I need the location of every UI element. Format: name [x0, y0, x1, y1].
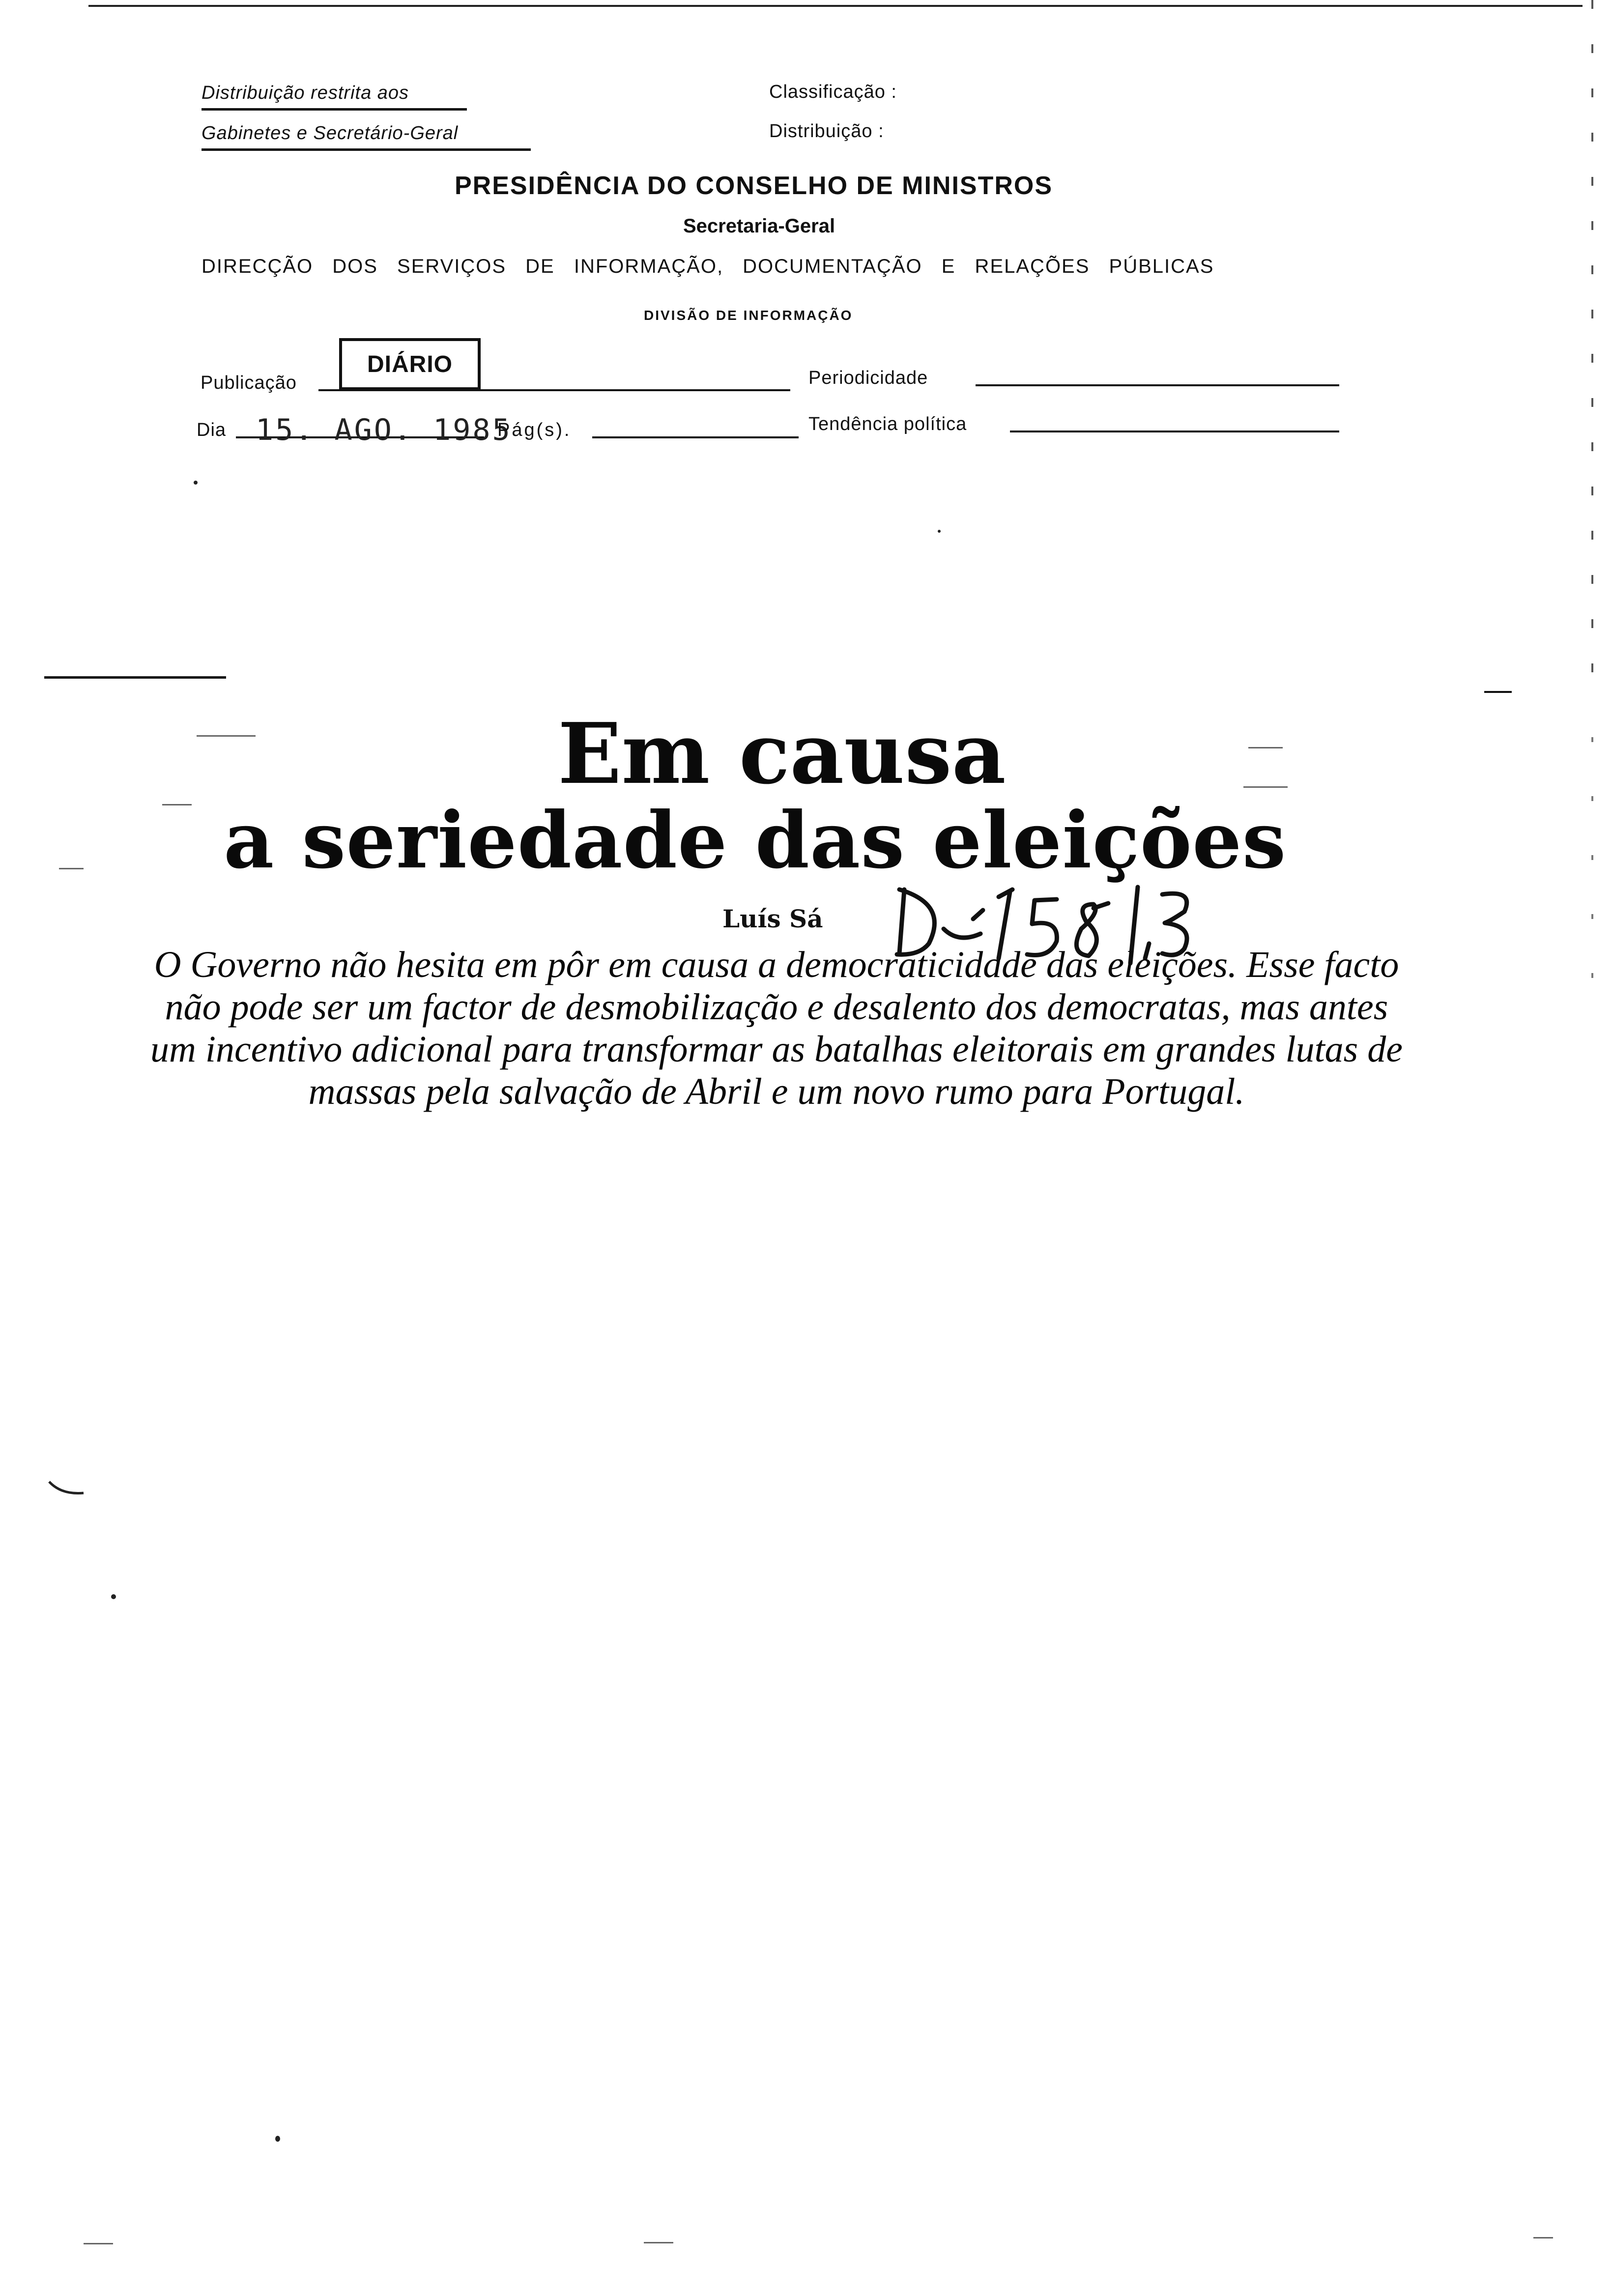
scan-noise-dash [1533, 2237, 1553, 2239]
lead-paragraph [74, 944, 1479, 1113]
clipping-edge-rule [44, 676, 226, 679]
day-date-stamp: 15. AGO. 1985 [256, 413, 512, 447]
scan-noise-dash [59, 868, 84, 869]
scan-speck [194, 481, 198, 485]
political-tendency-label: Tendência política [808, 414, 967, 434]
scan-right-edge-lower [1591, 737, 1593, 983]
scan-noise-dash [644, 2242, 673, 2243]
pages-label: Pág(s). [497, 420, 572, 440]
scan-noise-dash [197, 735, 256, 737]
secretariat-subtitle: Secretaria-Geral [683, 215, 835, 237]
scan-noise-dash [1248, 747, 1283, 748]
pages-field-line [592, 436, 799, 438]
lead-line: massas pela salvação de Abril e um novo rumo para Portugal. [308, 1071, 1245, 1112]
publication-stamp: DIÁRIO [339, 338, 481, 390]
periodicity-label: Periodicidade [808, 368, 928, 388]
distribution-restriction-line2: Gabinetes e Secretário-Geral [202, 123, 459, 144]
distribution-underline-1 [202, 108, 467, 111]
lead-line: O Governo não hesita em pôr em causa a democraticidade das eleições. Esse facto [154, 944, 1399, 985]
periodicity-field-line [976, 384, 1339, 386]
scan-noise-dash [84, 2243, 113, 2244]
scan-noise-dash [1243, 786, 1288, 788]
headline-line1: Em causa [558, 705, 1006, 803]
directorate-line: DIRECÇÃO DOS SERVIÇOS DE INFORMAÇÃO, DOCUMENTAÇÃO E RELAÇÕES PÚBLICAS [202, 256, 1214, 277]
clipping-edge-rule-right [1484, 691, 1512, 693]
distribution-restriction-line1: Distribuição restrita aos [202, 83, 409, 103]
distribution-label: Distribuição : [769, 121, 884, 142]
political-tendency-field-line [1010, 430, 1339, 432]
day-label: Dia [197, 420, 227, 440]
scan-right-edge [1591, 0, 1593, 688]
publication-label: Publicação [201, 373, 297, 393]
lead-line: um incentivo adicional para transformar as batalhas eleitorais em grandes lutas de [150, 1029, 1403, 1070]
scan-speck [275, 2136, 280, 2142]
scan-curve-mark [47, 1479, 86, 1499]
organization-title: PRESIDÊNCIA DO CONSELHO DE MINISTROS [455, 172, 1053, 200]
division-line: DIVISÃO DE INFORMAÇÃO [644, 308, 853, 323]
scan-speck [938, 530, 941, 533]
lead-line: não pode ser um factor de desmobilização e desalento dos democratas, mas antes [165, 986, 1388, 1028]
scan-noise-dash [162, 804, 192, 805]
scan-speck [111, 1594, 116, 1599]
scan-top-border [88, 5, 1583, 7]
distribution-underline-2 [202, 148, 531, 151]
classification-label: Classificação : [769, 82, 897, 102]
headline-line2: a seriedade das eleições [224, 795, 1287, 886]
author-byline: Luís Sá [722, 904, 823, 933]
